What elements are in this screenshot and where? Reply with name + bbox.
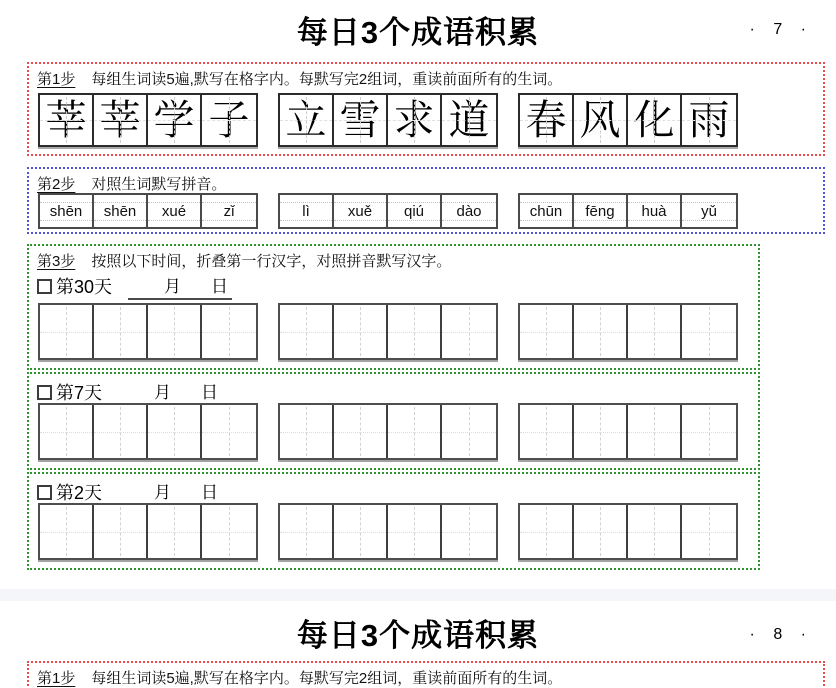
date-blank-line <box>128 272 232 300</box>
hanzi-cell: 道 <box>442 95 496 145</box>
practice-cell <box>334 305 388 358</box>
step2-label: 第2步 <box>37 176 76 193</box>
checkbox-icon <box>37 385 52 400</box>
hanzi-row <box>38 93 738 147</box>
practice-cell <box>628 505 682 558</box>
practice-cell <box>520 405 574 458</box>
pinyin-grid-group <box>38 193 258 229</box>
practice-cell <box>40 405 94 458</box>
practice-cell <box>94 305 148 358</box>
practice-cell <box>280 405 334 458</box>
pinyin-cell: fēng <box>574 195 628 227</box>
hanzi-cell: 求 <box>388 95 442 145</box>
day-label: 第2天 <box>56 483 103 503</box>
practice-cell <box>280 305 334 358</box>
page-gap-divider <box>0 589 836 601</box>
practice-cell <box>202 405 256 458</box>
practice-grid-group <box>278 503 498 560</box>
practice-cell <box>442 405 496 458</box>
hanzi-cell: 雪 <box>334 95 388 145</box>
month-label: 月 <box>154 483 172 502</box>
day-label: 第30天 <box>56 277 113 297</box>
hanzi-cell: 立 <box>280 95 334 145</box>
practice-cell <box>148 305 202 358</box>
month-label: 月 <box>164 277 182 296</box>
practice-cell <box>94 405 148 458</box>
practice-row <box>38 403 738 460</box>
pinyin-row <box>38 193 738 229</box>
day7-line <box>37 378 222 406</box>
practice-cell <box>628 405 682 458</box>
hanzi-cell: 莘 <box>94 95 148 145</box>
hanzi-grid-group <box>278 93 498 147</box>
practice-cell <box>148 505 202 558</box>
pinyin-grid-group <box>278 193 498 229</box>
day-char-label: 日 <box>211 277 229 296</box>
pinyin-cell: huà <box>628 195 682 227</box>
pinyin-cell: shēn <box>40 195 94 227</box>
practice-cell <box>682 505 736 558</box>
practice-row <box>38 503 738 560</box>
practice-cell <box>628 305 682 358</box>
pinyin-cell: dào <box>442 195 496 227</box>
practice-cell <box>574 405 628 458</box>
practice-grid-group <box>38 303 258 360</box>
practice-cell <box>334 405 388 458</box>
step3-day7-section <box>27 372 760 470</box>
step1-label: 第1步 <box>37 670 76 687</box>
practice-cell <box>94 505 148 558</box>
hanzi-cell: 雨 <box>682 95 736 145</box>
step3-instruction: 按照以下时间，折叠第一行汉字，对照拼音默写汉字。 <box>91 253 452 270</box>
practice-cell <box>148 405 202 458</box>
step3-day2-section <box>27 472 760 570</box>
date-blank-line <box>118 478 222 506</box>
practice-cell <box>40 305 94 358</box>
page-title: 每日3个成语积累 <box>296 618 540 653</box>
step3-instruction-line <box>37 250 451 271</box>
practice-cell <box>442 505 496 558</box>
pinyin-cell: qiú <box>388 195 442 227</box>
step2-instruction: 对照生词默写拼音。 <box>91 176 227 193</box>
practice-cell <box>202 505 256 558</box>
hanzi-cell: 风 <box>574 95 628 145</box>
practice-grid-group <box>518 303 738 360</box>
hanzi-cell: 莘 <box>40 95 94 145</box>
practice-cell <box>388 505 442 558</box>
practice-cell <box>202 305 256 358</box>
page-number: · 8 · <box>749 626 806 643</box>
step1-instruction-line <box>37 667 562 688</box>
day-label: 第7天 <box>56 383 103 403</box>
day30-line <box>37 272 232 300</box>
day-char-label: 日 <box>201 383 219 402</box>
practice-grid-group <box>518 503 738 560</box>
hanzi-grid-group <box>38 93 258 147</box>
practice-cell <box>388 405 442 458</box>
step1-section-page8 <box>27 661 825 688</box>
practice-grid-group <box>38 503 258 560</box>
step3-day30-section <box>27 244 760 370</box>
practice-row <box>38 303 738 360</box>
step1-label: 第1步 <box>37 71 76 88</box>
practice-cell <box>40 505 94 558</box>
practice-grid-group <box>278 403 498 460</box>
pinyin-cell: lì <box>280 195 334 227</box>
day2-line <box>37 478 222 506</box>
step1-instruction: 每组生词读5遍,默写在格字内。每默写完2组词，重读前面所有的生词。 <box>91 71 563 88</box>
practice-cell <box>442 305 496 358</box>
pinyin-cell: xué <box>148 195 202 227</box>
practice-grid-group <box>278 303 498 360</box>
day-char-label: 日 <box>201 483 219 502</box>
practice-cell <box>520 505 574 558</box>
hanzi-grid-group <box>518 93 738 147</box>
step2-instruction-line <box>37 173 226 194</box>
practice-cell <box>388 305 442 358</box>
pinyin-grid-group <box>518 193 738 229</box>
page-number: · 7 · <box>749 21 806 38</box>
checkbox-icon <box>37 485 52 500</box>
pinyin-cell: shēn <box>94 195 148 227</box>
page-title: 每日3个成语积累 <box>296 15 540 50</box>
practice-cell <box>520 305 574 358</box>
step1-section <box>27 62 825 156</box>
pinyin-cell: chūn <box>520 195 574 227</box>
month-label: 月 <box>154 383 172 402</box>
step2-section <box>27 167 825 234</box>
practice-cell <box>574 505 628 558</box>
hanzi-cell: 化 <box>628 95 682 145</box>
practice-cell <box>682 305 736 358</box>
hanzi-cell: 学 <box>148 95 202 145</box>
hanzi-cell: 子 <box>202 95 256 145</box>
hanzi-cell: 春 <box>520 95 574 145</box>
pinyin-cell: yǔ <box>682 195 736 227</box>
practice-grid-group <box>38 403 258 460</box>
pinyin-cell: xuě <box>334 195 388 227</box>
step1-instruction: 每组生词读5遍,默写在格字内。每默写完2组词，重读前面所有的生词。 <box>91 670 563 687</box>
date-blank-line <box>118 378 222 406</box>
practice-cell <box>280 505 334 558</box>
practice-cell <box>682 405 736 458</box>
checkbox-icon <box>37 279 52 294</box>
pinyin-cell: zǐ <box>202 195 256 227</box>
practice-cell <box>574 305 628 358</box>
practice-grid-group <box>518 403 738 460</box>
practice-cell <box>334 505 388 558</box>
step1-instruction-line <box>37 68 562 89</box>
step3-label: 第3步 <box>37 253 76 270</box>
